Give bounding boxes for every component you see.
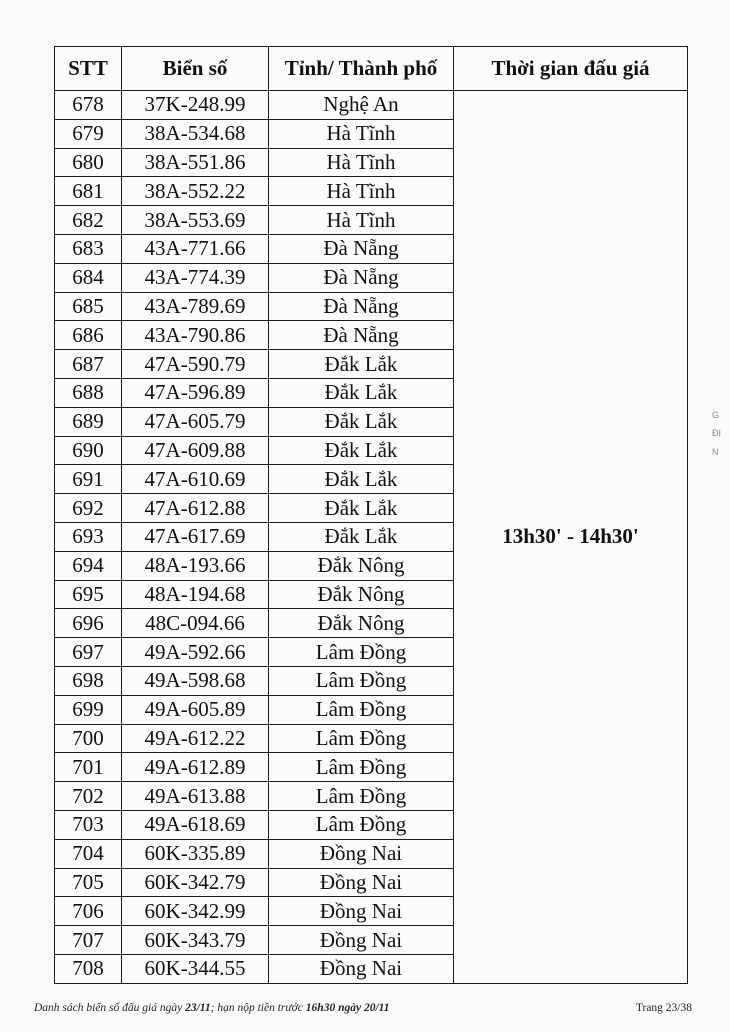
plate-cell: 60K-342.99 bbox=[122, 897, 269, 926]
stt-cell: 681 bbox=[55, 177, 122, 206]
auction-time-cell: 13h30' - 14h30' bbox=[454, 91, 688, 984]
province-cell: Đắk Lắk bbox=[269, 407, 454, 436]
province-cell: Đắk Lắk bbox=[269, 465, 454, 494]
plate-cell: 47A-612.88 bbox=[122, 494, 269, 523]
plate-cell: 49A-592.66 bbox=[122, 638, 269, 667]
footer-note-middle: ; hạn nộp tiền trước bbox=[210, 1002, 306, 1014]
edge-mark: ĐI bbox=[712, 428, 721, 438]
province-cell: Lâm Đồng bbox=[269, 724, 454, 753]
stt-cell: 694 bbox=[55, 551, 122, 580]
stt-cell: 679 bbox=[55, 119, 122, 148]
stt-cell: 696 bbox=[55, 609, 122, 638]
province-cell: Đắk Lắk bbox=[269, 378, 454, 407]
plate-cell: 38A-551.86 bbox=[122, 148, 269, 177]
stt-cell: 678 bbox=[55, 91, 122, 120]
plate-cell: 47A-617.69 bbox=[122, 522, 269, 551]
plate-cell: 43A-789.69 bbox=[122, 292, 269, 321]
province-cell: Đắk Nông bbox=[269, 609, 454, 638]
province-cell: Lâm Đồng bbox=[269, 695, 454, 724]
stt-cell: 699 bbox=[55, 695, 122, 724]
edge-mark: N bbox=[712, 447, 719, 457]
stt-cell: 702 bbox=[55, 782, 122, 811]
stt-cell: 707 bbox=[55, 926, 122, 955]
plate-cell: 43A-774.39 bbox=[122, 263, 269, 292]
stt-cell: 701 bbox=[55, 753, 122, 782]
table-header-row bbox=[55, 47, 688, 91]
stt-cell: 685 bbox=[55, 292, 122, 321]
plate-cell: 49A-618.69 bbox=[122, 810, 269, 839]
province-cell: Đắk Lắk bbox=[269, 436, 454, 465]
footer-note-deadline: 16h30 ngày 20/11 bbox=[305, 1002, 390, 1014]
stt-cell: 703 bbox=[55, 810, 122, 839]
plate-cell: 43A-771.66 bbox=[122, 234, 269, 263]
province-cell: Đồng Nai bbox=[269, 954, 454, 983]
plate-cell: 49A-605.89 bbox=[122, 695, 269, 724]
province-cell: Nghệ An bbox=[269, 91, 454, 120]
province-cell: Đắk Nông bbox=[269, 580, 454, 609]
plate-cell: 48A-193.66 bbox=[122, 551, 269, 580]
plate-cell: 60K-344.55 bbox=[122, 954, 269, 983]
province-cell: Lâm Đồng bbox=[269, 782, 454, 811]
stt-cell: 693 bbox=[55, 522, 122, 551]
plate-auction-table bbox=[54, 46, 688, 984]
province-cell: Lâm Đồng bbox=[269, 753, 454, 782]
header-plate-number: Biển số bbox=[122, 47, 269, 91]
stt-cell: 684 bbox=[55, 263, 122, 292]
plate-cell: 49A-613.88 bbox=[122, 782, 269, 811]
stt-cell: 687 bbox=[55, 350, 122, 379]
plate-cell: 49A-612.89 bbox=[122, 753, 269, 782]
province-cell: Đà Nẵng bbox=[269, 263, 454, 292]
province-cell: Hà Tĩnh bbox=[269, 148, 454, 177]
province-cell: Lâm Đồng bbox=[269, 810, 454, 839]
stt-cell: 692 bbox=[55, 494, 122, 523]
plate-cell: 47A-610.69 bbox=[122, 465, 269, 494]
edge-mark: G bbox=[712, 410, 720, 420]
stt-cell: 680 bbox=[55, 148, 122, 177]
plate-cell: 47A-590.79 bbox=[122, 350, 269, 379]
plate-cell: 49A-598.68 bbox=[122, 666, 269, 695]
stt-cell: 689 bbox=[55, 407, 122, 436]
province-cell: Đà Nẵng bbox=[269, 234, 454, 263]
stt-cell: 691 bbox=[55, 465, 122, 494]
footer-note-prefix: Danh sách biển số đấu giá ngày bbox=[34, 1002, 186, 1014]
stt-cell: 690 bbox=[55, 436, 122, 465]
stt-cell: 704 bbox=[55, 839, 122, 868]
stt-cell: 697 bbox=[55, 638, 122, 667]
plate-cell: 47A-609.88 bbox=[122, 436, 269, 465]
header-stt: STT bbox=[55, 47, 122, 91]
province-cell: Đồng Nai bbox=[269, 926, 454, 955]
province-cell: Đà Nẵng bbox=[269, 292, 454, 321]
plate-cell: 48A-194.68 bbox=[122, 580, 269, 609]
province-cell: Đồng Nai bbox=[269, 868, 454, 897]
province-cell: Đắk Lắk bbox=[269, 522, 454, 551]
plate-cell: 47A-605.79 bbox=[122, 407, 269, 436]
plate-cell: 60K-343.79 bbox=[122, 926, 269, 955]
province-cell: Hà Tĩnh bbox=[269, 119, 454, 148]
stt-cell: 706 bbox=[55, 897, 122, 926]
province-cell: Đắk Nông bbox=[269, 551, 454, 580]
stt-cell: 688 bbox=[55, 378, 122, 407]
province-cell: Lâm Đồng bbox=[269, 638, 454, 667]
plate-cell: 37K-248.99 bbox=[122, 91, 269, 120]
stt-cell: 683 bbox=[55, 234, 122, 263]
stt-cell: 695 bbox=[55, 580, 122, 609]
stt-cell: 700 bbox=[55, 724, 122, 753]
stt-cell: 686 bbox=[55, 321, 122, 350]
stt-cell: 682 bbox=[55, 206, 122, 235]
province-cell: Đắk Lắk bbox=[269, 494, 454, 523]
stt-cell: 708 bbox=[55, 954, 122, 983]
table-row bbox=[55, 91, 688, 120]
province-cell: Đắk Lắk bbox=[269, 350, 454, 379]
header-auction-time: Thời gian đấu giá bbox=[454, 47, 688, 91]
plate-cell: 60K-335.89 bbox=[122, 839, 269, 868]
plate-cell: 47A-596.89 bbox=[122, 378, 269, 407]
province-cell: Đồng Nai bbox=[269, 839, 454, 868]
province-cell: Đà Nẵng bbox=[269, 321, 454, 350]
plate-cell: 49A-612.22 bbox=[122, 724, 269, 753]
page-number: Trang 23/38 bbox=[635, 1002, 692, 1014]
plate-cell: 38A-553.69 bbox=[122, 206, 269, 235]
province-cell: Hà Tĩnh bbox=[269, 206, 454, 235]
province-cell: Hà Tĩnh bbox=[269, 177, 454, 206]
stt-cell: 698 bbox=[55, 666, 122, 695]
plate-cell: 38A-552.22 bbox=[122, 177, 269, 206]
table-body bbox=[55, 91, 688, 984]
header-province: Tỉnh/ Thành phố bbox=[269, 47, 454, 91]
plate-cell: 38A-534.68 bbox=[122, 119, 269, 148]
plate-cell: 43A-790.86 bbox=[122, 321, 269, 350]
footer-note bbox=[34, 1002, 390, 1014]
plate-cell: 60K-342.79 bbox=[122, 868, 269, 897]
footer-note-date: 23/11 bbox=[185, 1002, 211, 1014]
stt-cell: 705 bbox=[55, 868, 122, 897]
plate-cell: 48C-094.66 bbox=[122, 609, 269, 638]
province-cell: Lâm Đồng bbox=[269, 666, 454, 695]
province-cell: Đồng Nai bbox=[269, 897, 454, 926]
